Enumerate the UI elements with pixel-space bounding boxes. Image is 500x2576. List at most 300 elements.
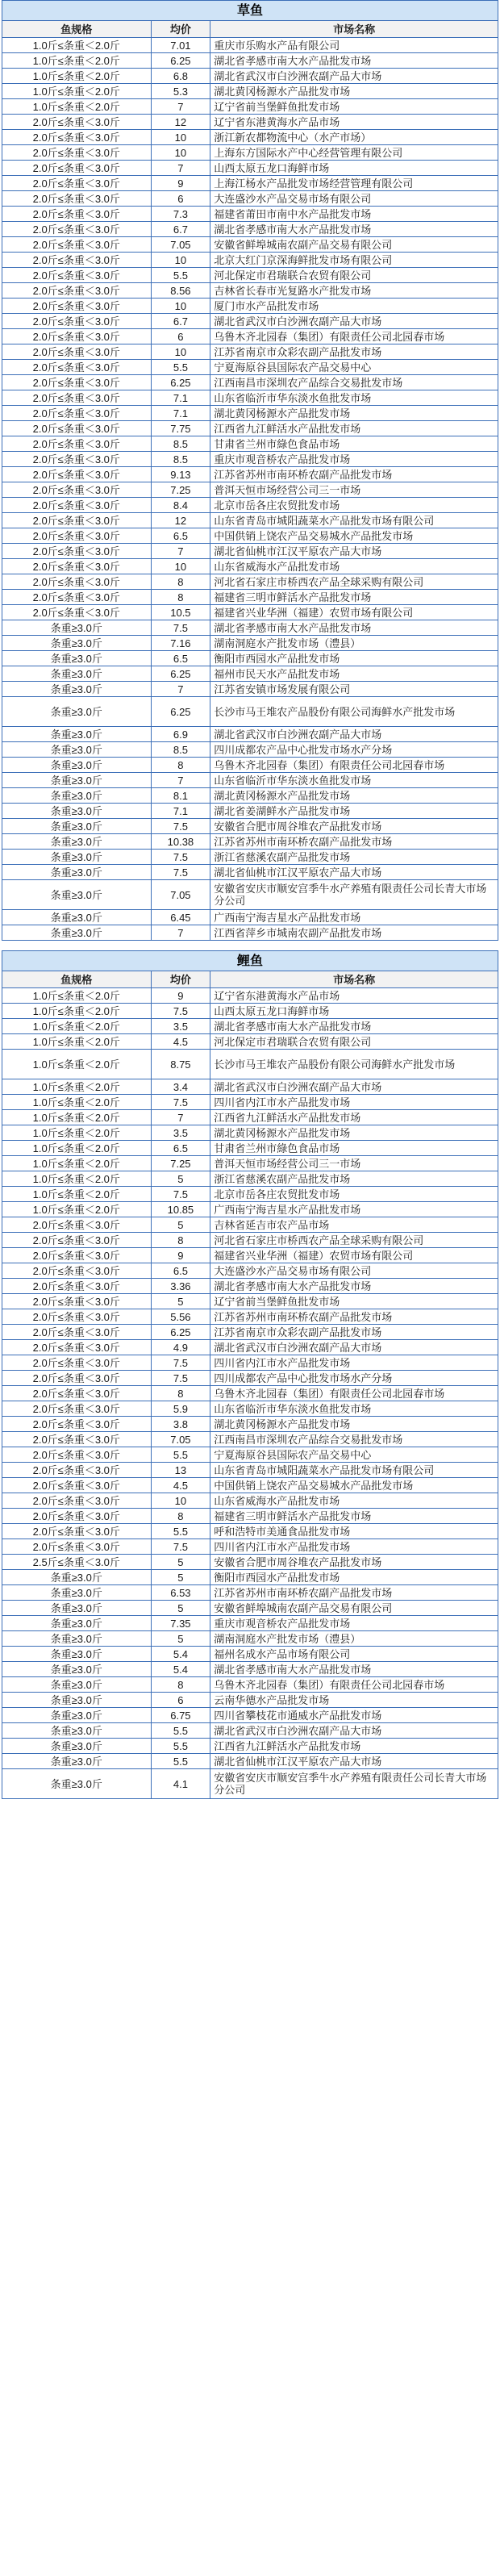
spec-cell: 2.0斤≤条重＜3.0斤	[2, 329, 152, 344]
price-cell: 8.1	[151, 788, 210, 804]
table-row	[2, 1739, 498, 1754]
market-cell: 山西太原五龙口海鲜市场	[210, 1004, 498, 1019]
spec-cell: 条重≥3.0斤	[2, 880, 152, 910]
spec-cell: 2.0斤≤条重＜3.0斤	[2, 1233, 152, 1248]
price-cell: 7	[151, 161, 210, 176]
spec-cell: 条重≥3.0斤	[2, 819, 152, 834]
spec-cell: 2.0斤≤条重＜3.0斤	[2, 1355, 152, 1371]
spec-cell: 2.0斤≤条重＜3.0斤	[2, 544, 152, 559]
spec-cell: 条重≥3.0斤	[2, 682, 152, 697]
price-cell: 10.85	[151, 1202, 210, 1217]
table-row	[2, 1294, 498, 1309]
table-row	[2, 115, 498, 130]
market-cell: 湖北省姜湖鲜水产品批发市场	[210, 804, 498, 819]
price-cell: 7.1	[151, 390, 210, 406]
table-row	[2, 375, 498, 390]
market-cell: 湖北省仙桃市江汉平原农产品大市场	[210, 544, 498, 559]
price-cell: 12	[151, 115, 210, 130]
table-row	[2, 360, 498, 375]
price-cell: 6.8	[151, 69, 210, 84]
table-row	[2, 1156, 498, 1171]
spec-cell: 条重≥3.0斤	[2, 1585, 152, 1601]
market-cell: 湖北黄冈杨源水产品批发市场	[210, 1125, 498, 1141]
spec-cell: 2.0斤≤条重＜3.0斤	[2, 1447, 152, 1463]
market-cell: 乌鲁木齐北园春（集团）有限责任公司北园春市场	[210, 329, 498, 344]
table-row	[2, 1708, 498, 1723]
table-row	[2, 666, 498, 682]
price-cell: 6.9	[151, 727, 210, 742]
spec-cell: 2.0斤≤条重＜3.0斤	[2, 559, 152, 574]
spec-cell: 2.0斤≤条重＜3.0斤	[2, 574, 152, 590]
spec-cell: 2.0斤≤条重＜3.0斤	[2, 1386, 152, 1401]
section-title-row	[2, 951, 498, 971]
spec-cell: 2.0斤≤条重＜3.0斤	[2, 145, 152, 161]
market-cell: 四川省内江市水产品批发市场	[210, 1539, 498, 1555]
market-cell: 山东省青岛市城阳蔬菜水产品批发市场有限公司	[210, 513, 498, 528]
header-spec: 鱼规格	[2, 21, 152, 38]
table-row	[2, 421, 498, 436]
market-cell: 长沙市马王堆农产品股份有限公司海鲜水产批发市场	[210, 697, 498, 727]
price-cell: 7.5	[151, 620, 210, 636]
market-cell: 重庆市乐购水产品有限公司	[210, 38, 498, 53]
price-cell: 8	[151, 1509, 210, 1524]
price-cell: 5.56	[151, 1309, 210, 1325]
table-row	[2, 53, 498, 69]
market-cell: 湖北省孝感市南大水产品批发市场	[210, 1019, 498, 1034]
price-cell: 5	[151, 1555, 210, 1570]
table-row	[2, 1570, 498, 1585]
market-cell: 中国供销上饶农产品交易城水产品批发市场	[210, 528, 498, 544]
market-cell: 广西南宁海吉星水产品批发市场	[210, 1202, 498, 1217]
price-cell: 5.5	[151, 268, 210, 283]
table-row	[2, 329, 498, 344]
spec-cell: 条重≥3.0斤	[2, 636, 152, 651]
price-cell: 8.5	[151, 742, 210, 758]
price-cell: 7.5	[151, 1095, 210, 1110]
spec-cell: 2.0斤≤条重＜3.0斤	[2, 161, 152, 176]
market-cell: 山东省临沂市华东淡水鱼批发市场	[210, 773, 498, 788]
table-row	[2, 742, 498, 758]
price-cell: 13	[151, 1463, 210, 1478]
price-cell: 3.8	[151, 1417, 210, 1432]
spec-cell: 条重≥3.0斤	[2, 697, 152, 727]
price-cell: 6.45	[151, 910, 210, 925]
table-row	[2, 1095, 498, 1110]
price-cell: 5.5	[151, 1447, 210, 1463]
spec-cell: 2.0斤≤条重＜3.0斤	[2, 498, 152, 513]
price-cell: 8	[151, 758, 210, 773]
market-cell: 安徽省安庆市顺安宫季牛水产养殖有限责任公司长青大市场分公司	[210, 1769, 498, 1799]
spec-cell: 1.0斤≤条重＜2.0斤	[2, 1079, 152, 1095]
table-row	[2, 1079, 498, 1095]
market-cell: 福州名成水产品市场有限公司	[210, 1647, 498, 1662]
market-cell: 北京市岳各庄农贸批发市场	[210, 1187, 498, 1202]
market-cell: 北京大红门京深海鲜批发市场有限公司	[210, 253, 498, 268]
price-cell: 7.25	[151, 1156, 210, 1171]
price-cell: 10	[151, 253, 210, 268]
table-row	[2, 697, 498, 727]
table-row	[2, 1769, 498, 1799]
price-cell: 5	[151, 1171, 210, 1187]
market-cell: 山东省威海水产品批发市场	[210, 1493, 498, 1509]
table-row	[2, 1463, 498, 1478]
price-cell: 9	[151, 988, 210, 1004]
price-cell: 6	[151, 329, 210, 344]
price-cell: 6.5	[151, 1141, 210, 1156]
price-cell: 3.36	[151, 1279, 210, 1294]
price-cell: 10	[151, 145, 210, 161]
spec-cell: 2.0斤≤条重＜3.0斤	[2, 528, 152, 544]
market-cell: 福建省三明市鲜活水产品批发市场	[210, 590, 498, 605]
spec-cell: 2.0斤≤条重＜3.0斤	[2, 1263, 152, 1279]
price-cell: 7.25	[151, 482, 210, 498]
table-row	[2, 1233, 498, 1248]
price-cell: 7.5	[151, 1355, 210, 1371]
table-row	[2, 1110, 498, 1125]
price-cell: 5.4	[151, 1647, 210, 1662]
price-cell: 8	[151, 1677, 210, 1693]
spec-cell: 2.0斤≤条重＜3.0斤	[2, 314, 152, 329]
spec-cell: 1.0斤≤条重＜2.0斤	[2, 99, 152, 115]
price-cell: 7	[151, 773, 210, 788]
table-row	[2, 467, 498, 482]
spec-cell: 2.0斤≤条重＜3.0斤	[2, 1493, 152, 1509]
price-cell: 6.25	[151, 53, 210, 69]
market-cell: 湖北省孝感市南大水产品批发市场	[210, 53, 498, 69]
spec-cell: 条重≥3.0斤	[2, 727, 152, 742]
table-row	[2, 1555, 498, 1570]
market-cell: 江苏省苏州市南环桥农副产品批发市场	[210, 467, 498, 482]
spec-cell: 2.0斤≤条重＜3.0斤	[2, 130, 152, 145]
market-cell: 湖北黄冈杨源水产品批发市场	[210, 788, 498, 804]
market-cell: 北京市岳各庄农贸批发市场	[210, 498, 498, 513]
price-cell: 5	[151, 1570, 210, 1585]
spec-cell: 1.0斤≤条重＜2.0斤	[2, 1156, 152, 1171]
spec-cell: 2.0斤≤条重＜3.0斤	[2, 299, 152, 314]
table-row	[2, 268, 498, 283]
spec-cell: 2.0斤≤条重＜3.0斤	[2, 344, 152, 360]
table-row	[2, 574, 498, 590]
table-row	[2, 84, 498, 99]
market-cell: 浙江省慈溪农副产品批发市场	[210, 850, 498, 865]
table-row	[2, 1677, 498, 1693]
table-row	[2, 636, 498, 651]
price-cell: 10.5	[151, 605, 210, 620]
table-row	[2, 1004, 498, 1019]
spec-cell: 条重≥3.0斤	[2, 910, 152, 925]
price-cell: 7.3	[151, 207, 210, 222]
price-cell: 6.5	[151, 1263, 210, 1279]
market-cell: 呼和浩特市美通食品批发市场	[210, 1524, 498, 1539]
market-cell: 江苏省苏州市南环桥农副产品批发市场	[210, 1309, 498, 1325]
price-cell: 5.3	[151, 84, 210, 99]
spec-cell: 条重≥3.0斤	[2, 804, 152, 819]
price-cell: 8.5	[151, 452, 210, 467]
market-cell: 湖北省武汉市白沙洲农副产品大市场	[210, 1723, 498, 1739]
header-spec: 鱼规格	[2, 971, 152, 988]
spec-cell: 2.0斤≤条重＜3.0斤	[2, 1217, 152, 1233]
price-cell: 8.4	[151, 498, 210, 513]
price-cell: 6.7	[151, 314, 210, 329]
market-cell: 山东省青岛市城阳蔬菜水产品批发市场有限公司	[210, 1463, 498, 1478]
table-row	[2, 788, 498, 804]
market-cell: 福建省莆田市南中水产品批发市场	[210, 207, 498, 222]
spec-cell: 1.0斤≤条重＜2.0斤	[2, 1141, 152, 1156]
spec-cell: 条重≥3.0斤	[2, 1693, 152, 1708]
market-cell: 乌鲁木齐北园春（集团）有限责任公司北园春市场	[210, 1386, 498, 1401]
market-cell: 普洱天恒市场经营公司三一市场	[210, 482, 498, 498]
table-row	[2, 727, 498, 742]
market-cell: 湖北黄冈杨源水产品批发市场	[210, 1417, 498, 1432]
price-cell: 7	[151, 682, 210, 697]
spec-cell: 1.0斤≤条重＜2.0斤	[2, 1171, 152, 1187]
price-cell: 3.4	[151, 1079, 210, 1095]
price-cell: 6.7	[151, 222, 210, 237]
spec-cell: 条重≥3.0斤	[2, 1631, 152, 1647]
market-cell: 四川成都农产品中心批发市场水产分场	[210, 742, 498, 758]
market-cell: 河北省石家庄市桥西农产品全球采购有限公司	[210, 1233, 498, 1248]
market-cell: 辽宁省前当堡鲜鱼批发市场	[210, 1294, 498, 1309]
spec-cell: 2.0斤≤条重＜3.0斤	[2, 513, 152, 528]
market-cell: 湖北省孝感市南大水产品批发市场	[210, 1279, 498, 1294]
price-cell: 5	[151, 1631, 210, 1647]
table-row	[2, 1647, 498, 1662]
spec-cell: 条重≥3.0斤	[2, 1616, 152, 1631]
table-row	[2, 925, 498, 941]
table-row	[2, 758, 498, 773]
spec-cell: 2.0斤≤条重＜3.0斤	[2, 406, 152, 421]
spec-cell: 2.0斤≤条重＜3.0斤	[2, 1539, 152, 1555]
market-cell: 重庆市观音桥农产品批发市场	[210, 452, 498, 467]
market-cell: 四川省内江市水产品批发市场	[210, 1355, 498, 1371]
spec-cell: 2.0斤≤条重＜3.0斤	[2, 253, 152, 268]
table-row	[2, 344, 498, 360]
market-cell: 河北省石家庄市桥西农产品全球采购有限公司	[210, 574, 498, 590]
market-cell: 湖北黄冈杨源水产品批发市场	[210, 84, 498, 99]
spec-cell: 2.0斤≤条重＜3.0斤	[2, 1340, 152, 1355]
market-cell: 四川省攀枝花市通威水产品批发市场	[210, 1708, 498, 1723]
table-row	[2, 1371, 498, 1386]
table-row	[2, 544, 498, 559]
price-cell: 8.5	[151, 436, 210, 452]
market-cell: 普洱天恒市场经营公司三一市场	[210, 1156, 498, 1171]
table-row	[2, 1217, 498, 1233]
spec-cell: 1.0斤≤条重＜2.0斤	[2, 69, 152, 84]
market-cell: 江苏省南京市众彩农副产品批发市场	[210, 1325, 498, 1340]
table-row	[2, 1693, 498, 1708]
market-cell: 衡阳市西园水产品批发市场	[210, 1570, 498, 1585]
market-cell: 江苏省苏州市南环桥农副产品批发市场	[210, 1585, 498, 1601]
price-cell: 7	[151, 925, 210, 941]
price-cell: 7.1	[151, 804, 210, 819]
price-cell: 4.5	[151, 1478, 210, 1493]
price-cell: 10	[151, 130, 210, 145]
table-row	[2, 651, 498, 666]
table-row	[2, 590, 498, 605]
spec-cell: 条重≥3.0斤	[2, 925, 152, 941]
table-row	[2, 130, 498, 145]
market-cell: 江西南昌市深圳农产品综合交易批发市场	[210, 1432, 498, 1447]
table-row	[2, 1263, 498, 1279]
table-row	[2, 207, 498, 222]
price-cell: 7.5	[151, 865, 210, 880]
price-cell: 5.5	[151, 1524, 210, 1539]
spec-cell: 2.0斤≤条重＜3.0斤	[2, 452, 152, 467]
spec-cell: 1.0斤≤条重＜2.0斤	[2, 84, 152, 99]
market-cell: 四川成都农产品中心批发市场水产分场	[210, 1371, 498, 1386]
table-row	[2, 1034, 498, 1050]
table-row	[2, 1493, 498, 1509]
section-title: 鲤鱼	[2, 951, 498, 971]
spec-cell: 条重≥3.0斤	[2, 620, 152, 636]
table-row	[2, 819, 498, 834]
table-row	[2, 605, 498, 620]
price-cell: 5.4	[151, 1662, 210, 1677]
table-row	[2, 145, 498, 161]
table-row	[2, 237, 498, 253]
price-cell: 4.9	[151, 1340, 210, 1355]
table-row	[2, 1524, 498, 1539]
spec-cell: 条重≥3.0斤	[2, 1739, 152, 1754]
price-cell: 8	[151, 1233, 210, 1248]
table-row	[2, 1325, 498, 1340]
market-cell: 云南华德水产品批发市场	[210, 1693, 498, 1708]
spec-cell: 条重≥3.0斤	[2, 850, 152, 865]
price-cell: 7.5	[151, 1187, 210, 1202]
market-cell: 湖北省孝感市南大水产品批发市场	[210, 620, 498, 636]
market-cell: 江西省九江鲜活水产品批发市场	[210, 421, 498, 436]
spec-cell: 1.0斤≤条重＜2.0斤	[2, 1110, 152, 1125]
spec-cell: 条重≥3.0斤	[2, 758, 152, 773]
price-cell: 9.13	[151, 467, 210, 482]
market-cell: 湖南洞庭水产批发市场（澧县）	[210, 636, 498, 651]
market-cell: 山西太原五龙口海鲜市场	[210, 161, 498, 176]
price-cell: 7	[151, 99, 210, 115]
table-row	[2, 1539, 498, 1555]
spec-cell: 1.0斤≤条重＜2.0斤	[2, 1050, 152, 1079]
market-cell: 湖北省武汉市白沙洲农副产品大市场	[210, 1340, 498, 1355]
price-cell: 7.5	[151, 1004, 210, 1019]
spec-cell: 条重≥3.0斤	[2, 1570, 152, 1585]
spec-cell: 2.0斤≤条重＜3.0斤	[2, 237, 152, 253]
spec-cell: 2.0斤≤条重＜3.0斤	[2, 1463, 152, 1478]
table-row	[2, 1279, 498, 1294]
table-row	[2, 1202, 498, 1217]
market-cell: 湖北黄冈杨源水产品批发市场	[210, 406, 498, 421]
price-table	[2, 0, 498, 941]
price-cell: 10.38	[151, 834, 210, 850]
price-cell: 8	[151, 574, 210, 590]
spec-cell: 2.0斤≤条重＜3.0斤	[2, 421, 152, 436]
market-cell: 湖北省仙桃市江汉平原农产品大市场	[210, 1754, 498, 1769]
price-cell: 3.5	[151, 1125, 210, 1141]
price-cell: 6.5	[151, 651, 210, 666]
market-cell: 辽宁省东港黄海水产品市场	[210, 115, 498, 130]
table-row	[2, 176, 498, 191]
table-row	[2, 1171, 498, 1187]
spec-cell: 2.0斤≤条重＜3.0斤	[2, 590, 152, 605]
header-price: 均价	[151, 21, 210, 38]
price-cell: 6	[151, 1693, 210, 1708]
spec-cell: 条重≥3.0斤	[2, 742, 152, 758]
table-row	[2, 406, 498, 421]
market-cell: 江西南昌市深圳农产品综合交易批发市场	[210, 375, 498, 390]
spec-cell: 2.0斤≤条重＜3.0斤	[2, 1478, 152, 1493]
spec-cell: 1.0斤≤条重＜2.0斤	[2, 1202, 152, 1217]
market-cell: 甘肃省兰州市綠色食品市场	[210, 436, 498, 452]
section-title: 草鱼	[2, 1, 498, 21]
price-cell: 6.5	[151, 528, 210, 544]
table-row	[2, 436, 498, 452]
price-cell: 10	[151, 1493, 210, 1509]
price-cell: 7.5	[151, 819, 210, 834]
spec-cell: 条重≥3.0斤	[2, 651, 152, 666]
table-row	[2, 1585, 498, 1601]
market-cell: 安徽省鲜埠城南农副产品交易有限公司	[210, 237, 498, 253]
market-cell: 甘肃省兰州市綠色食品市场	[210, 1141, 498, 1156]
spec-cell: 1.0斤≤条重＜2.0斤	[2, 1095, 152, 1110]
market-cell: 重庆市观音桥农产品批发市场	[210, 1616, 498, 1631]
header-market: 市场名称	[210, 21, 498, 38]
table-row	[2, 1723, 498, 1739]
table-row	[2, 988, 498, 1004]
market-cell: 吉林省长春市光复路水产批发市场	[210, 283, 498, 299]
market-cell: 湖北省武汉市白沙洲农副产品大市场	[210, 1079, 498, 1095]
table-row	[2, 253, 498, 268]
price-cell: 6.25	[151, 375, 210, 390]
table-row	[2, 1019, 498, 1034]
table-row	[2, 222, 498, 237]
table-row	[2, 880, 498, 910]
price-cell: 6	[151, 191, 210, 207]
price-cell: 7	[151, 1110, 210, 1125]
price-cell: 7.05	[151, 237, 210, 253]
market-cell: 福建省兴业华洲（福建）农贸市场有限公司	[210, 1248, 498, 1263]
table-row	[2, 1401, 498, 1417]
price-cell: 5	[151, 1601, 210, 1616]
spec-cell: 2.0斤≤条重＜3.0斤	[2, 222, 152, 237]
section-gap	[2, 941, 498, 950]
price-cell: 9	[151, 1248, 210, 1263]
table-row	[2, 620, 498, 636]
price-cell: 4.1	[151, 1769, 210, 1799]
price-cell: 5.5	[151, 1723, 210, 1739]
spec-cell: 2.0斤≤条重＜3.0斤	[2, 605, 152, 620]
spec-cell: 条重≥3.0斤	[2, 666, 152, 682]
table-row	[2, 1417, 498, 1432]
price-cell: 5.9	[151, 1401, 210, 1417]
market-cell: 山东省临沂市华东淡水鱼批发市场	[210, 390, 498, 406]
spec-cell: 条重≥3.0斤	[2, 1769, 152, 1799]
market-cell: 湖北省武汉市白沙洲农副产品大市场	[210, 69, 498, 84]
price-cell: 7.1	[151, 406, 210, 421]
market-cell: 福建省三明市鲜活水产品批发市场	[210, 1509, 498, 1524]
market-cell: 福建省兴业华洲（福建）农贸市场有限公司	[210, 605, 498, 620]
price-cell: 8	[151, 1386, 210, 1401]
spec-cell: 2.0斤≤条重＜3.0斤	[2, 1294, 152, 1309]
price-cell: 6.25	[151, 666, 210, 682]
market-cell: 湖北省仙桃市江汉平原农产品大市场	[210, 865, 498, 880]
table-row	[2, 1187, 498, 1202]
spec-cell: 条重≥3.0斤	[2, 1708, 152, 1723]
spec-cell: 2.5斤≤条重＜3.0斤	[2, 1555, 152, 1570]
price-cell: 10	[151, 344, 210, 360]
table-row	[2, 865, 498, 880]
table-row	[2, 804, 498, 819]
price-cell: 5.5	[151, 1754, 210, 1769]
header-row	[2, 21, 498, 38]
price-table	[2, 950, 498, 1799]
